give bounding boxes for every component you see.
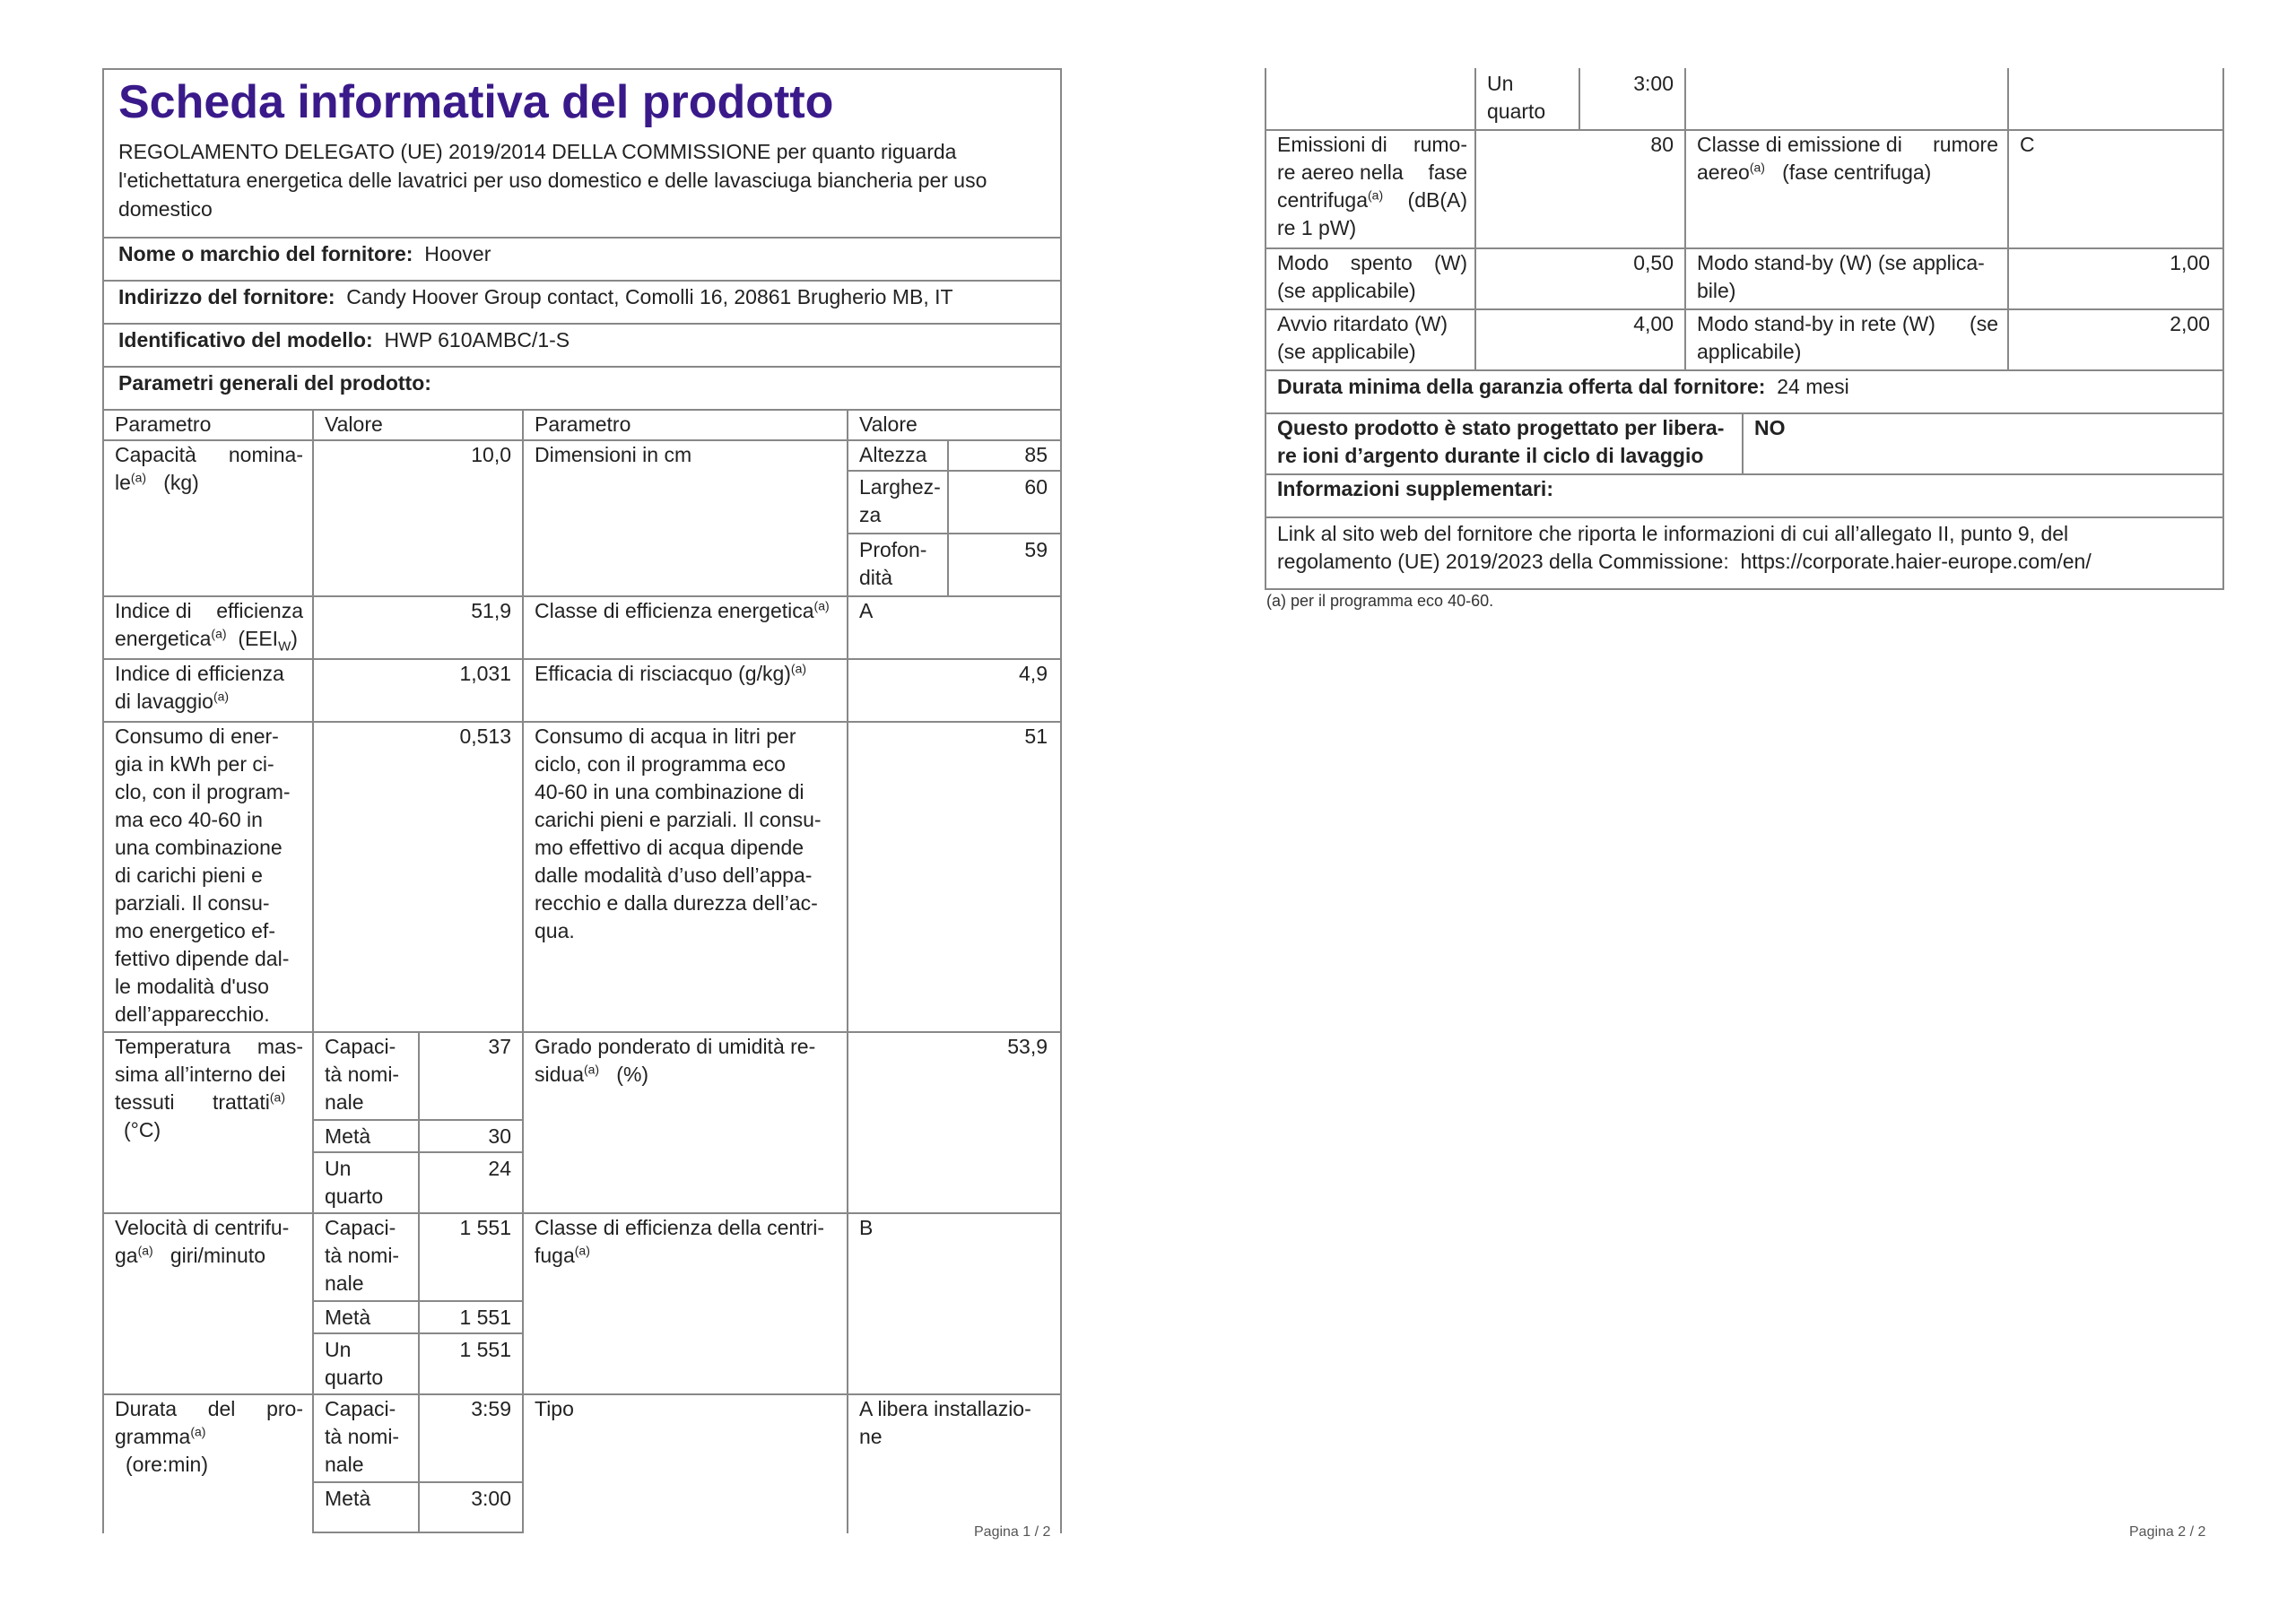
duration-rated-label: Capaci- tà nomi- nale — [325, 1397, 400, 1476]
footnote: (a) per il programma eco 40-60. — [1266, 592, 1494, 610]
eei-value: 51,9 — [471, 599, 511, 622]
supplier-address-row — [118, 283, 953, 311]
warranty-value: 24 mesi — [1777, 375, 1849, 398]
supplier-name-label: Nome o marchio del fornitore: — [118, 242, 413, 265]
temp-half-value: 30 — [488, 1124, 511, 1148]
page-footer-2: Pagina 2 / 2 — [2129, 1524, 2206, 1540]
water-consumption-line: recchio e dalla durezza dell’ac- — [535, 891, 818, 915]
water-consumption-label — [535, 723, 822, 945]
supplier-name: Hoover — [424, 242, 491, 265]
product-sheet-table — [102, 68, 1062, 1533]
duration-half-value: 3:00 — [471, 1487, 511, 1510]
noise-label: Emissioni di rumo- re aereo nella fase centrifuga$^{(a)}$ (dB(A) re 1 pW) — [1277, 133, 1467, 239]
page-title: Scheda informativa del prodotto — [118, 76, 834, 128]
energy-consumption-label — [115, 723, 303, 1028]
max-temp-label: Temperatura mas- sima all’interno dei tessuti trattati$^{(a)}$ (°C) — [115, 1035, 303, 1141]
duration-rated-value: 3:59 — [471, 1397, 511, 1420]
type-value: A libera installazio- ne — [859, 1397, 1031, 1448]
moisture-value: 53,9 — [1007, 1035, 1048, 1058]
product-sheet-table-continued — [1265, 68, 2224, 590]
extra-info-label: Informazioni supplementari: — [1277, 477, 1553, 500]
temp-quarter-value: 24 — [488, 1157, 511, 1180]
energy-consumption-line: clo, con il program- — [115, 780, 291, 803]
water-consumption-line: ciclo, con il programma eco — [535, 752, 786, 776]
height-label: Altezza — [859, 443, 927, 466]
delayed-start-value: 4,00 — [1633, 312, 1674, 335]
network-standby-label: Modo stand-by in rete (W) (se applicabile) — [1697, 312, 1998, 363]
standby-label: Modo stand-by (W) (se applica- bile) — [1697, 251, 1985, 302]
noise-value: 80 — [1650, 133, 1674, 156]
supplier-website-link[interactable]: https://corporate.haier-europe.com/en/ — [1740, 550, 2092, 573]
spin-speed-label: Velocità di centrifu- $ga^{(a)}$ giri/minuto — [115, 1216, 290, 1267]
washing-index-value: 1,031 — [459, 662, 511, 685]
energy-consumption-line: di carichi pieni e — [115, 864, 263, 887]
water-consumption-value: 51 — [1024, 725, 1048, 748]
temp-rated-value: 37 — [488, 1035, 511, 1058]
spin-quarter-label: Un quarto — [325, 1338, 384, 1389]
energy-consumption-line: le modalità d'uso — [115, 975, 269, 998]
moisture-label: Grado ponderato di umidità re- sidua$^{(a)}$ (%) — [535, 1035, 816, 1086]
temp-quarter-label: Un quarto — [325, 1157, 384, 1208]
model-identifier: HWP 610AMBC/1-S — [384, 328, 570, 352]
model-row — [118, 326, 570, 354]
type-label: Tipo — [535, 1397, 574, 1420]
supplier-name-row — [118, 240, 491, 268]
off-mode-label: Modo spento (W) (se applicabile) — [1277, 251, 1467, 302]
rinsing-label: Efficacia di risciacquo $(g/kg)^{(a)}$ — [535, 661, 807, 685]
duration-half-label: Metà — [325, 1487, 371, 1510]
energy-consumption-line: ma eco 40-60 in — [115, 808, 263, 831]
regulation-text: REGOLAMENTO DELEGATO (UE) 2019/2014 DELLA COMMISSIONE per quanto riguarda l'etichettatura energetica delle lavatrici per uso domestico e delle lavasciuga biancheria per uso domestico — [118, 140, 987, 221]
general-params-label: Parametri generali del prodotto: — [118, 371, 431, 395]
spin-rated-value: 1 551 — [459, 1216, 511, 1239]
water-consumption-line: 40-60 in una combinazione di — [535, 780, 804, 803]
silver-ions-label: Questo prodotto è stato progettato per libera- re ioni d’argento durante il ciclo di lavaggio — [1277, 416, 1725, 467]
capacity-label: Capacità nomina- $le^{(a)}$ (kg) — [115, 443, 303, 494]
dimensions-label: Dimensioni in cm — [535, 443, 692, 466]
energy-consumption-line: Consumo di ener- — [115, 725, 279, 748]
width-value: 60 — [1024, 475, 1048, 499]
spin-class-value: B — [859, 1216, 874, 1239]
col-param-2: Parametro — [535, 412, 631, 436]
spin-class-label: Classe di efficienza della centri- fuga$^{(a)}$ — [535, 1216, 825, 1267]
water-consumption-line: mo effettivo di acqua dipende — [535, 836, 804, 859]
temp-half-label: Metà — [325, 1124, 371, 1148]
delayed-start-label: Avvio ritardato (W) (se applicabile) — [1277, 312, 1448, 363]
spin-half-label: Metà — [325, 1306, 371, 1329]
energy-consumption-line: fettivo dipende dal- — [115, 947, 290, 970]
depth-label: Profon- dità — [859, 538, 927, 589]
supplier-address-label: Indirizzo del fornitore: — [118, 285, 335, 308]
energy-consumption-line: mo energetico ef- — [115, 919, 275, 942]
col-value-2: Valore — [859, 412, 918, 436]
model-label: Identificativo del modello: — [118, 328, 373, 352]
spin-quarter-value: 1 551 — [459, 1338, 511, 1361]
energy-consumption-value: 0,513 — [459, 725, 511, 748]
width-label: Larghez- za — [859, 475, 941, 526]
energy-consumption-line: dell’apparecchio. — [115, 1002, 270, 1026]
col-param-1: Parametro — [115, 412, 212, 436]
energy-class-label: Classe di efficienza energetica$^{(a)}$ — [535, 598, 830, 622]
duration-quarter-value: 3:00 — [1633, 72, 1674, 95]
water-consumption-line: qua. — [535, 919, 575, 942]
capacity-value: 10,0 — [471, 443, 511, 466]
page-footer-1: Pagina 1 / 2 — [974, 1524, 1051, 1540]
temp-rated-label: Capaci- tà nomi- nale — [325, 1035, 400, 1114]
water-consumption-line: carichi pieni e parziali. Il consu- — [535, 808, 822, 831]
warranty-label: Durata minima della garanzia offerta dal fornitore: — [1277, 375, 1766, 398]
energy-consumption-line: parziali. Il consu- — [115, 891, 270, 915]
off-mode-value: 0,50 — [1633, 251, 1674, 274]
noise-class-value: C — [2020, 133, 2035, 156]
noise-class-label: Classe di emissione di rumore aereo$^{(a)}$ (fase centrifuga) — [1697, 133, 1998, 184]
eei-label: Indice di efficienza energetica$^{(a)}$ $(EEI_W)$ — [115, 599, 303, 655]
silver-ions-value: NO — [1754, 416, 1786, 439]
height-value: 85 — [1024, 443, 1048, 466]
duration-quarter-label: Un quarto — [1487, 72, 1546, 123]
page-2 — [1148, 0, 2296, 1623]
rinsing-value: 4,9 — [1019, 662, 1048, 685]
standby-value: 1,00 — [2170, 251, 2210, 274]
energy-consumption-line: gia in kWh per ci- — [115, 752, 274, 776]
network-standby-value: 2,00 — [2170, 312, 2210, 335]
spin-half-value: 1 551 — [459, 1306, 511, 1329]
water-consumption-line: dalle modalità d’uso dell’appa- — [535, 864, 813, 887]
energy-class-value: A — [859, 599, 874, 622]
depth-value: 59 — [1024, 538, 1048, 561]
supplier-link-text: Link al sito web del fornitore che riporta le informazioni di cui all’allegato II, punto 9, del regolamento (UE) 2019/2023 della Commissione: https://corporate.haier-europe.com/en/ — [1277, 522, 2092, 573]
spin-rated-label: Capaci- tà nomi- nale — [325, 1216, 400, 1295]
warranty-row — [1277, 373, 1849, 401]
washing-index-label: Indice di efficienza di lavaggio$^{(a)}$ — [115, 662, 284, 713]
col-value-1: Valore — [325, 412, 383, 436]
supplier-address: Candy Hoover Group contact, Comolli 16, 20861 Brugherio MB, IT — [346, 285, 953, 308]
water-consumption-line: Consumo di acqua in litri per — [535, 725, 796, 748]
energy-consumption-line: una combinazione — [115, 836, 283, 859]
duration-label: Durata del pro- gramma$^{(a)}$ (ore:min) — [115, 1397, 303, 1476]
